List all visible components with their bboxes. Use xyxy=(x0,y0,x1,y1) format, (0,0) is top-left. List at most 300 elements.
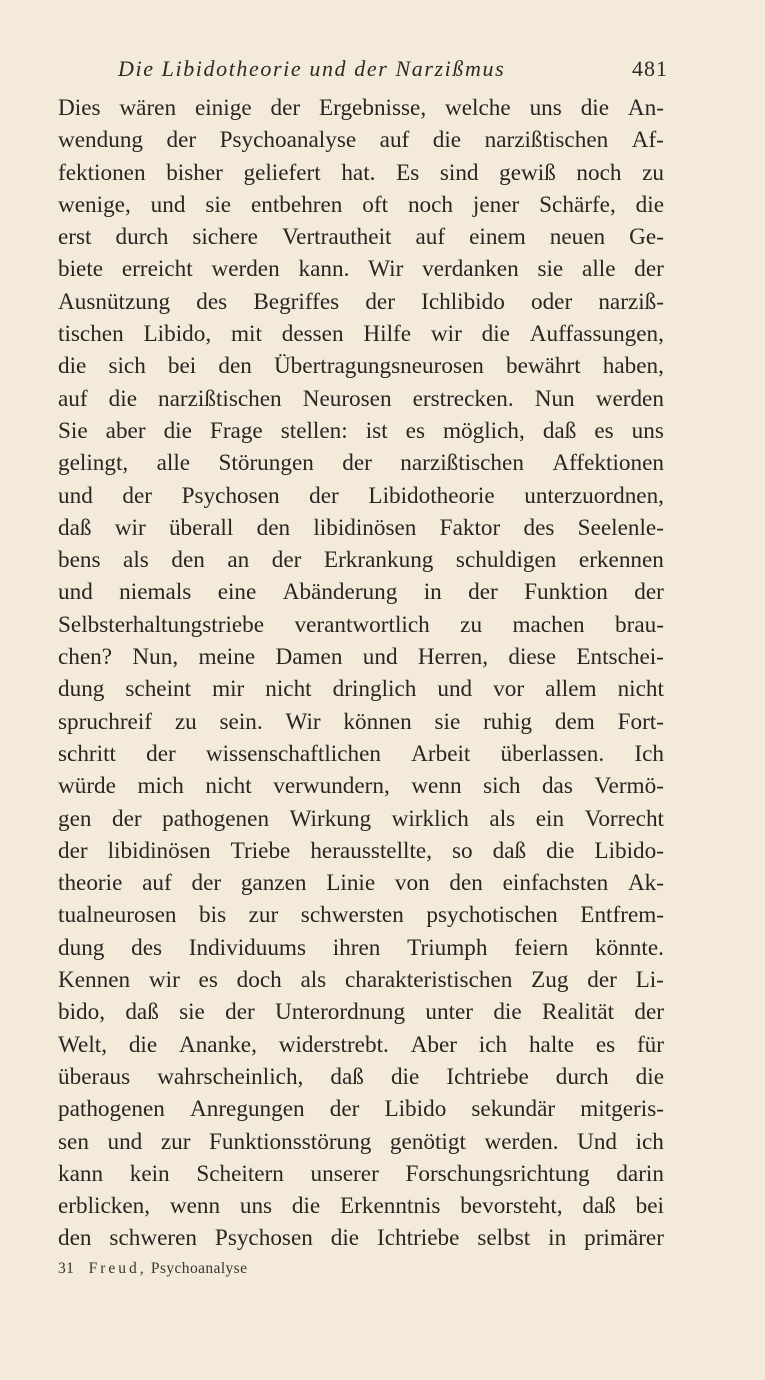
word: niemals xyxy=(119,579,192,606)
word: noch xyxy=(407,191,454,218)
running-title: Die Libidotheorie und der Narzißmus xyxy=(118,56,506,81)
word: wären xyxy=(119,95,177,121)
word: erst xyxy=(58,224,92,251)
word: tualneurosen xyxy=(58,902,177,929)
word: dung xyxy=(58,934,105,961)
word: Entschei- xyxy=(576,644,664,671)
word: alle xyxy=(156,450,191,477)
word: nicht xyxy=(265,676,312,703)
text-line xyxy=(58,221,664,253)
word: widerstrebt. xyxy=(278,1031,389,1058)
word: einige xyxy=(194,95,252,121)
word: der xyxy=(634,256,664,283)
word: bido, xyxy=(58,999,106,1026)
word: noch xyxy=(576,159,622,186)
word: verantwortlich xyxy=(294,611,430,638)
word: dem xyxy=(554,708,595,735)
word: auf xyxy=(415,224,446,251)
word: genötigt xyxy=(389,1128,466,1155)
word: gewiß xyxy=(499,159,556,186)
word: es xyxy=(198,967,218,994)
word: der xyxy=(270,95,301,121)
word: doch xyxy=(236,967,282,994)
word: Zug xyxy=(531,967,569,994)
word: Nun xyxy=(534,385,575,412)
word: Damen xyxy=(275,644,343,671)
word: oder xyxy=(530,288,573,315)
text-line xyxy=(58,1093,664,1125)
word: unterzuordnen, xyxy=(524,482,664,509)
word: den xyxy=(171,547,205,574)
word: nicht xyxy=(205,773,252,800)
printer-signature-line xyxy=(58,1260,247,1278)
word: durch xyxy=(555,1063,609,1090)
word: der xyxy=(309,482,339,509)
text-line xyxy=(58,576,664,608)
text-line xyxy=(58,899,664,931)
word: Anregungen xyxy=(190,1096,305,1123)
word: wendung xyxy=(58,127,144,154)
word: narzißtischen xyxy=(400,450,524,477)
word: haben, xyxy=(602,353,664,380)
word: erstrecken. xyxy=(412,385,514,412)
word: könnte. xyxy=(595,934,664,961)
word: ist xyxy=(365,417,388,444)
word: unter xyxy=(425,999,474,1026)
word: machen xyxy=(512,611,585,638)
text-line xyxy=(58,609,664,641)
word: vor xyxy=(493,676,525,703)
word: bisher xyxy=(166,159,223,186)
word: schritt xyxy=(58,740,116,767)
text-line xyxy=(58,964,664,996)
word: es xyxy=(405,417,425,444)
text-line xyxy=(58,383,664,415)
word: es xyxy=(595,1031,616,1058)
text-line xyxy=(58,867,664,899)
text-line xyxy=(58,157,664,189)
word: aber xyxy=(105,417,146,444)
word: werden. xyxy=(484,1128,559,1155)
word: Entfrem- xyxy=(580,902,664,929)
word: der xyxy=(191,870,222,897)
text-line xyxy=(58,286,664,318)
word: die xyxy=(493,999,522,1026)
word: pathogenen xyxy=(162,805,270,832)
word: pathogenen xyxy=(58,1096,165,1123)
word: schweren xyxy=(109,1225,197,1252)
word: können xyxy=(343,708,412,735)
word: erblicken, xyxy=(58,1193,151,1220)
word: mich xyxy=(137,773,184,800)
text-line xyxy=(58,480,664,512)
word: sekundär xyxy=(471,1096,556,1123)
word: narziß- xyxy=(598,288,664,315)
word: mir xyxy=(212,676,245,703)
word: auf xyxy=(142,870,172,897)
word: der xyxy=(58,837,88,864)
word: An- xyxy=(627,95,664,121)
word: auf xyxy=(58,385,88,412)
page-number: 481 xyxy=(632,56,668,81)
word: der xyxy=(166,127,197,154)
text-line xyxy=(58,318,664,350)
word: daß xyxy=(492,837,527,864)
word: Begriffes xyxy=(253,288,340,315)
word: der xyxy=(122,482,153,509)
text-line xyxy=(58,673,664,705)
word: uns xyxy=(631,417,664,444)
word: der xyxy=(634,999,664,1026)
word: sein. xyxy=(219,708,263,735)
word: Individuums xyxy=(188,934,306,961)
word: halte xyxy=(528,1031,574,1058)
word: Erkrankung xyxy=(323,547,434,574)
word: den xyxy=(256,514,291,541)
word: bei xyxy=(167,353,197,380)
word: Funktion xyxy=(524,579,608,606)
body-text xyxy=(58,92,664,1255)
word: kein xyxy=(129,1160,170,1187)
word: zu xyxy=(642,159,664,186)
word: theorie xyxy=(58,870,123,897)
word: überlassen. xyxy=(500,740,605,767)
word: und xyxy=(107,1128,143,1155)
word: als xyxy=(300,967,327,994)
word: oft xyxy=(362,191,389,218)
word: uns xyxy=(239,1193,273,1220)
text-line xyxy=(58,1029,664,1061)
word: die xyxy=(390,1063,420,1090)
word: Triebe xyxy=(230,837,291,864)
word: daß xyxy=(330,1063,364,1090)
word: Fort- xyxy=(617,708,664,735)
word: mitgeris- xyxy=(580,1096,664,1123)
word: es xyxy=(594,417,614,444)
word: überaus xyxy=(58,1063,131,1090)
word: Libido- xyxy=(594,837,664,864)
word: und xyxy=(437,676,473,703)
word: sie xyxy=(179,999,205,1026)
word: charakteristischen xyxy=(344,967,513,994)
word: Hilfe xyxy=(363,321,412,348)
text-line xyxy=(58,189,664,221)
word: chen? xyxy=(58,644,113,671)
word: daß xyxy=(125,999,159,1026)
word: der xyxy=(271,547,302,574)
word: den xyxy=(218,353,252,380)
word: unserer xyxy=(310,1160,379,1187)
word: von xyxy=(394,870,430,897)
word: das xyxy=(541,773,573,800)
word: Psychoanalyse xyxy=(219,127,357,154)
text-line xyxy=(58,1158,664,1190)
word: Neurosen xyxy=(302,385,392,412)
word: spruchreif xyxy=(58,708,152,735)
word: Ichlibido xyxy=(421,288,505,315)
word: gen xyxy=(58,805,92,832)
word: Wirkung xyxy=(289,805,372,832)
word: nicht xyxy=(617,676,664,703)
word: dessen xyxy=(281,321,344,348)
word: sich xyxy=(483,773,521,800)
word: fektionen xyxy=(58,159,146,186)
word: überall xyxy=(168,514,234,541)
word: Ichtriebe xyxy=(377,1225,460,1252)
word: der xyxy=(329,1096,360,1123)
word: bei xyxy=(635,1193,664,1220)
word: Libido xyxy=(384,1096,447,1123)
text-line xyxy=(58,544,664,576)
word: Triumph xyxy=(407,934,488,961)
word: Es xyxy=(396,159,420,186)
word: Ichtriebe xyxy=(446,1063,529,1090)
word: brau- xyxy=(615,611,664,638)
word: Libidotheorie xyxy=(368,482,495,509)
word: Ausnützung xyxy=(58,288,171,315)
word: Affektionen xyxy=(552,450,664,477)
word: zur xyxy=(248,902,279,929)
word: und xyxy=(58,482,93,509)
word: Selbsterhaltungstriebe xyxy=(58,611,265,638)
word: der xyxy=(146,740,176,767)
word: Unterordnung xyxy=(275,999,406,1026)
word: die xyxy=(432,127,462,154)
word: werden xyxy=(595,385,664,412)
word: Dies xyxy=(58,95,101,121)
word: scheint xyxy=(125,676,192,703)
word: der xyxy=(112,805,142,832)
word: narzißtischen xyxy=(484,127,609,154)
word: bis xyxy=(199,902,227,929)
text-line xyxy=(58,253,664,285)
word: zur xyxy=(160,1128,191,1155)
word: und xyxy=(362,644,398,671)
word: libidinösen xyxy=(107,837,211,864)
word: Schärfe, xyxy=(539,191,616,218)
word: so xyxy=(452,837,473,864)
word: alle xyxy=(582,256,616,283)
word: wir xyxy=(148,967,180,994)
word: selbst xyxy=(477,1225,531,1252)
word: sie xyxy=(205,191,232,218)
word: psychotischen xyxy=(426,902,558,929)
word: wenn xyxy=(411,773,462,800)
word: als xyxy=(123,547,149,574)
word: ihren xyxy=(332,934,381,961)
word: zu xyxy=(460,611,483,638)
word: dung xyxy=(58,676,105,703)
word: als xyxy=(489,805,516,832)
word: Af- xyxy=(631,127,664,154)
word: in xyxy=(548,1225,567,1252)
word: würde xyxy=(58,773,116,800)
signature-number: 31 xyxy=(58,1260,75,1277)
word: Ich xyxy=(634,740,664,767)
word: die xyxy=(291,1193,321,1220)
word: kann xyxy=(58,1160,104,1187)
word: bens xyxy=(58,547,101,574)
word: jener xyxy=(472,191,520,218)
word: wirklich xyxy=(391,805,469,832)
text-line xyxy=(58,92,664,124)
word: Abänderung xyxy=(282,579,398,606)
text-line xyxy=(58,770,664,802)
word: Welt, xyxy=(58,1031,108,1058)
word: verdanken xyxy=(422,256,519,283)
word: meine xyxy=(198,644,256,671)
text-line xyxy=(58,1190,664,1222)
word: entbehren xyxy=(250,191,343,218)
word: libidinösen xyxy=(313,514,417,541)
text-line xyxy=(58,706,664,738)
word: Ananke, xyxy=(178,1031,257,1058)
word: der xyxy=(365,288,395,315)
text-line xyxy=(58,124,664,156)
word: sie xyxy=(537,256,564,283)
word: Wir xyxy=(368,256,404,283)
word: Kennen xyxy=(58,967,131,994)
word: die xyxy=(58,353,87,380)
word: in xyxy=(423,579,442,606)
text-line xyxy=(58,641,664,673)
word: der xyxy=(225,999,255,1026)
word: Vermö- xyxy=(594,773,664,800)
word: stellen: xyxy=(280,417,348,444)
word: Realität xyxy=(541,999,615,1026)
word: kann. xyxy=(298,256,350,283)
word: die xyxy=(635,1063,664,1090)
word: uns xyxy=(529,95,562,121)
word: die xyxy=(546,837,575,864)
text-line xyxy=(58,447,664,479)
word: sen xyxy=(58,1128,89,1155)
word: Forschungsrichtung xyxy=(405,1160,590,1187)
word: daß xyxy=(582,1193,616,1220)
word: diese xyxy=(508,644,557,671)
word: der xyxy=(634,579,664,606)
word: Faktor xyxy=(439,514,501,541)
word: die xyxy=(635,191,664,218)
word: Ak- xyxy=(627,870,664,897)
word: einfachsten xyxy=(502,870,609,897)
word: biete xyxy=(58,256,104,283)
footer-work: Psychoanalyse xyxy=(150,1260,248,1277)
word: hat. xyxy=(341,159,376,186)
word: gelingt, xyxy=(58,450,129,477)
text-line xyxy=(58,1222,664,1254)
word: Herren, xyxy=(417,644,489,671)
footer-author: Freud, xyxy=(88,1260,147,1277)
word: daß xyxy=(542,417,577,444)
word: eine xyxy=(217,579,257,606)
word: die xyxy=(128,1031,158,1058)
text-line xyxy=(58,803,664,835)
text-line xyxy=(58,932,664,964)
word: Li- xyxy=(635,967,664,994)
word: werden xyxy=(211,256,280,283)
word: verwundern, xyxy=(273,773,390,800)
word: wir xyxy=(430,321,462,348)
word: schuldigen xyxy=(455,547,557,574)
word: bewährt xyxy=(505,353,581,380)
word: Arbeit xyxy=(411,740,471,767)
word: Störungen xyxy=(218,450,314,477)
word: schwersten xyxy=(300,902,404,929)
word: Ergebnisse, xyxy=(319,95,427,121)
word: Psychosen xyxy=(181,482,280,509)
word: Vorrecht xyxy=(584,805,664,832)
text-line xyxy=(58,415,664,447)
word: und xyxy=(58,579,93,606)
word: der xyxy=(587,967,617,994)
text-line xyxy=(58,512,664,544)
word: Sie xyxy=(58,417,88,444)
word: die xyxy=(330,1225,360,1252)
word: durch xyxy=(115,224,169,251)
word: sichere xyxy=(192,224,258,251)
word: für xyxy=(636,1031,664,1058)
word: Funktionsstörung xyxy=(209,1128,372,1155)
word: ganzen xyxy=(240,870,307,897)
word: den xyxy=(58,1225,92,1252)
word: des xyxy=(131,934,163,961)
word: ein xyxy=(535,805,565,832)
word: tischen xyxy=(58,321,124,348)
word: narzißtischen xyxy=(158,385,282,412)
word: sind xyxy=(439,159,479,186)
word: erreicht xyxy=(121,256,193,283)
word: Erkenntnis xyxy=(339,1193,441,1220)
word: Aber xyxy=(410,1031,457,1058)
word: daß xyxy=(58,514,92,541)
word: zu xyxy=(174,708,197,735)
word: die xyxy=(163,417,192,444)
text-line xyxy=(58,350,664,382)
word: ich xyxy=(635,1128,664,1155)
word: allem xyxy=(545,676,597,703)
word: Libido, xyxy=(143,321,212,348)
word: geliefert xyxy=(243,159,321,186)
word: Auffassungen, xyxy=(529,321,664,348)
word: Ge- xyxy=(629,224,664,251)
word: wir xyxy=(114,514,146,541)
word: die xyxy=(481,321,510,348)
text-line xyxy=(58,1061,664,1093)
word: Nun, xyxy=(132,644,179,671)
word: ruhig xyxy=(483,708,533,735)
word: Psychosen xyxy=(214,1225,313,1252)
word: darin xyxy=(616,1160,664,1187)
word: dringlich xyxy=(332,676,417,703)
word: an xyxy=(227,547,250,574)
text-line xyxy=(58,996,664,1028)
word: wenn xyxy=(169,1193,221,1220)
word: wissenschaftlichen xyxy=(205,740,381,767)
word: der xyxy=(468,579,498,606)
word: mit xyxy=(230,321,262,348)
word: die xyxy=(108,385,137,412)
word: neuen xyxy=(549,224,606,251)
word: den xyxy=(449,870,483,897)
word: primärer xyxy=(584,1225,664,1252)
word: Seelenle- xyxy=(577,514,664,541)
word: herausstellte, xyxy=(310,837,433,864)
text-line xyxy=(58,738,664,770)
word: sich xyxy=(108,353,146,380)
word: Übertragungsneurosen xyxy=(273,353,484,380)
word: Vertrautheit xyxy=(282,224,392,251)
